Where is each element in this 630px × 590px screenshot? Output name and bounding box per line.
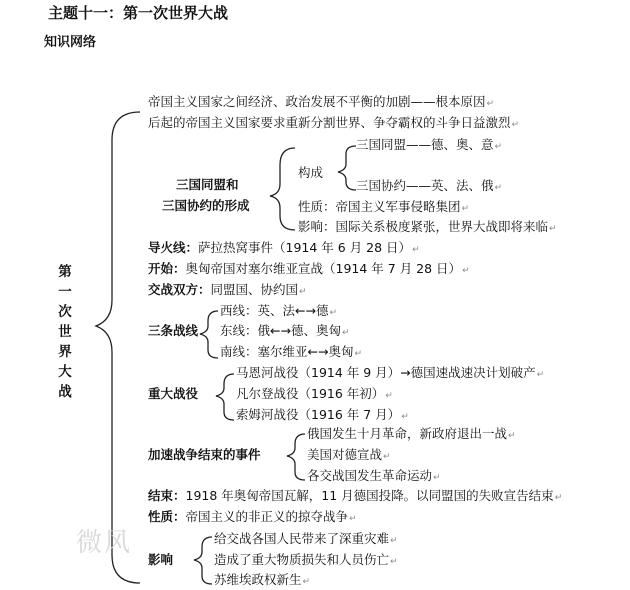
alliance-label-line2: 三国协约的形成: [162, 198, 250, 213]
root-label: 第一次世界大战: [58, 264, 72, 400]
battle-verdun: 凡尔登战役（1916 年初）↵: [236, 386, 393, 401]
fronts-label: 三条战线: [148, 323, 199, 338]
battles-label: 重大战役: [148, 386, 199, 401]
battle-somme: 索姆河战役（1916 年 7 月）↵: [236, 407, 409, 422]
watermark: 微风: [76, 528, 133, 558]
cause-1: 帝国主义国家之间经济、政治发展不平衡的加剧——根本原因↵: [148, 94, 495, 109]
end-row: 结束：1918 年奥匈帝国瓦解，11 月德国投降。以同盟国的失败宣告结束↵: [148, 488, 563, 503]
sides-row: 交战双方：同盟国、协约国↵: [148, 282, 307, 297]
alliance-nature: 性质：帝国主义军事侵略集团↵: [298, 199, 470, 214]
alliance-impact: 影响：国际关系极度紧张，世界大战即将来临↵: [298, 219, 557, 234]
front-east: 东线：俄←→德、奥匈↵: [220, 323, 350, 338]
composition-label: 构成: [298, 165, 324, 180]
section-subtitle: 知识网络: [44, 35, 97, 50]
front-south: 南线：塞尔维亚←→奥匈↵: [220, 344, 362, 359]
page-title: 主题十一：第一次世界大战: [48, 4, 229, 22]
acceleration-label: 加速战争结束的事件: [148, 447, 261, 462]
influence-brace: [194, 537, 212, 584]
cause-2: 后起的帝国主义国家要求重新分割世界、争夺霸权的斗争日益激烈↵: [148, 115, 520, 130]
influence-soviet: 苏维埃政权新生↵: [214, 572, 311, 587]
start-row: 开始：奥匈帝国对塞尔维亚宣战（1914 年 7 月 28 日）↵: [148, 261, 470, 276]
root-brace: [96, 112, 140, 583]
front-west: 西线：英、法←→德↵: [220, 303, 337, 318]
influence-losses: 造成了重大物质损失和人员伤亡↵: [214, 552, 398, 567]
fuse-row: 导火线：萨拉热窝事件（1914 年 6 月 28 日）↵: [148, 240, 420, 255]
alliance-brace: [270, 148, 295, 230]
triple-alliance: 三国同盟——德、奥、意↵: [356, 137, 503, 152]
accel-revolutions: 各交战国发生革命运动↵: [307, 468, 441, 483]
influence-disaster: 给交战各国人民带来了深重灾难↵: [214, 531, 398, 546]
fronts-brace: [200, 311, 218, 358]
battles-brace: [216, 374, 234, 420]
influence-label: 影响: [148, 552, 174, 567]
nature-row: 性质：帝国主义的非正义的掠夺战争↵: [148, 509, 357, 524]
alliance-label-line1: 三国同盟和: [176, 177, 239, 192]
accel-us-declares-war: 美国对德宣战↵: [307, 447, 391, 462]
accel-october-revolution: 俄国发生十月革命，新政府退出一战↵: [307, 426, 516, 441]
composition-brace: [338, 146, 356, 190]
battle-marne: 马恩河战役（1914 年 9 月）→德国速战速决计划破产↵: [236, 365, 545, 380]
acceleration-brace: [287, 434, 305, 480]
triple-entente: 三国协约——英、法、俄↵: [356, 178, 503, 193]
